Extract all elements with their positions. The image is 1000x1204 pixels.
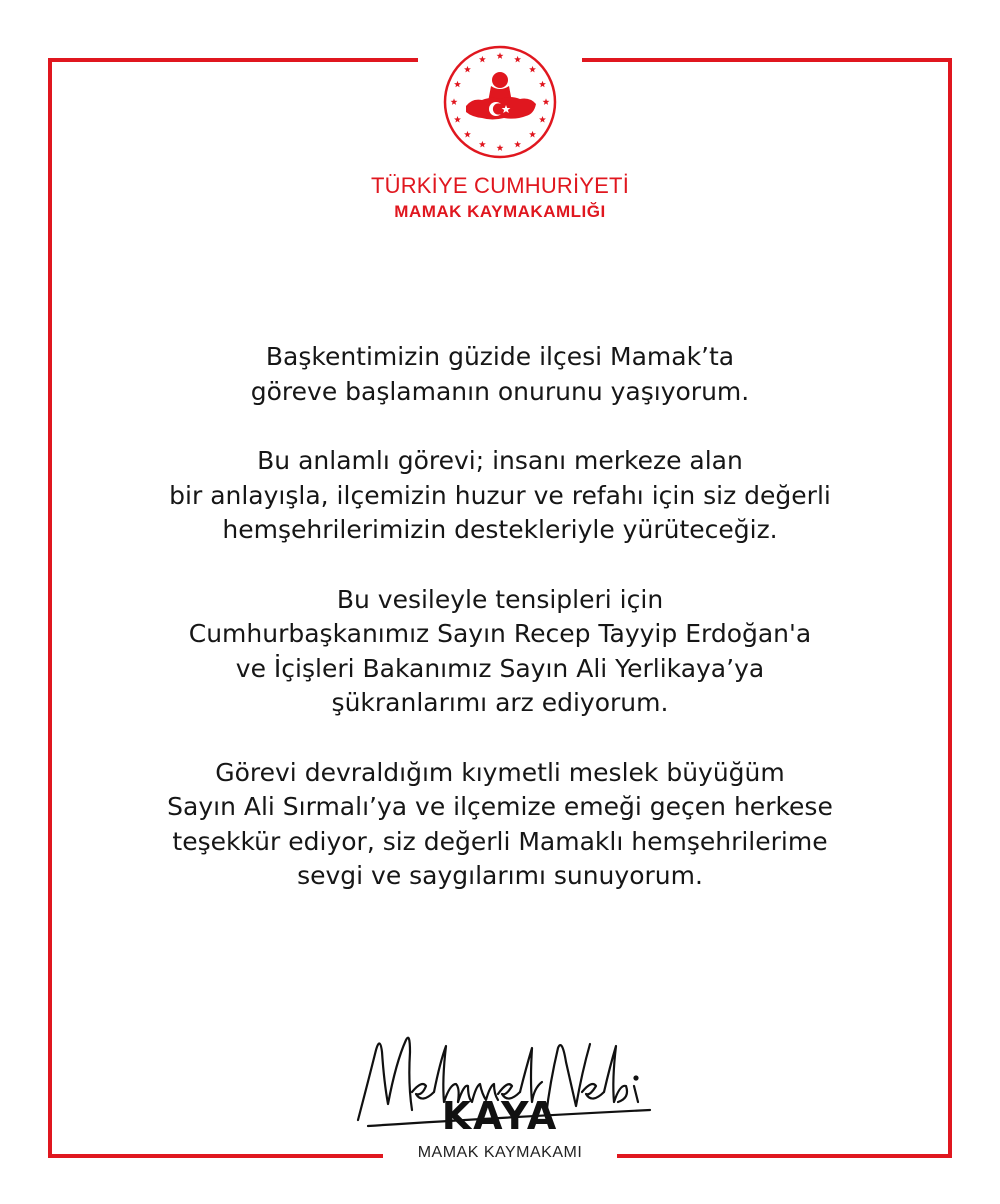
emblem-star — [539, 81, 546, 88]
emblem-star — [479, 141, 486, 148]
paragraph — [80, 756, 920, 894]
signatory-surname: KAYA — [441, 1094, 559, 1138]
text-line: sevgi ve saygılarımı sunuyorum. — [297, 861, 703, 890]
text-line: şükranlarımı arz ediyorum. — [331, 688, 669, 717]
emblem-star — [497, 144, 504, 151]
text-line: Bu anlamlı görevi; insanı merkeze alan — [257, 446, 743, 475]
text-line: Başkentimizin güzide ilçesi Mamak’ta — [265, 342, 735, 371]
org-name: TÜRKİYE CUMHURİYETİ — [370, 173, 630, 198]
emblem-star — [464, 131, 471, 138]
text-line: teşekkür ediyor, siz değerli Mamaklı hemşehrilerime — [172, 826, 828, 856]
org-unit: MAMAK KAYMAKAMLIĞI — [394, 202, 606, 221]
emblem-star — [529, 131, 536, 138]
emblem-star — [464, 66, 471, 73]
paragraph — [80, 583, 920, 721]
letter-body — [80, 340, 920, 929]
emblem-star — [514, 56, 521, 63]
text-line: ve İçişleri Bakanımız Sayın Ali Yerlikaya’ya — [235, 653, 765, 683]
emblem-star — [454, 81, 461, 88]
text-line: Görevi devraldığım kıymetli meslek büyüğüm — [215, 757, 785, 787]
emblem-star — [543, 98, 550, 105]
text-line: Cumhurbaşkanımız Sayın Recep Tayyip Erdoğan'a — [188, 619, 812, 648]
paragraph — [80, 340, 920, 409]
frame-left — [48, 58, 52, 1158]
emblem-star — [529, 66, 536, 73]
frame-top-right — [582, 58, 952, 62]
emblem-star — [451, 98, 458, 105]
emblem-star — [514, 141, 521, 148]
emblem-star — [454, 116, 461, 123]
text-line: göreve başlamanın onurunu yaşıyorum. — [250, 376, 750, 406]
frame-top-left — [48, 58, 418, 62]
text-line: Bu vesileyle tensipleri için — [336, 584, 664, 614]
frame-right — [948, 58, 952, 1158]
emblem-star — [539, 116, 546, 123]
text-line: Sayın Ali Sırmalı’ya ve ilçemize emeği geçen herkese — [167, 792, 833, 821]
text-line: hemşehrilerimizin destekleriyle yürüteceğiz. — [222, 515, 778, 544]
state-emblem-icon — [442, 44, 558, 160]
emblem-star — [497, 52, 504, 59]
text-line: bir anlayışla, ilçemizin huzur ve refahı için siz değerli — [169, 480, 831, 510]
paragraph — [80, 444, 920, 548]
emblem-star — [479, 56, 486, 63]
signatory-title: MAMAK KAYMAKAMI — [417, 1144, 583, 1161]
